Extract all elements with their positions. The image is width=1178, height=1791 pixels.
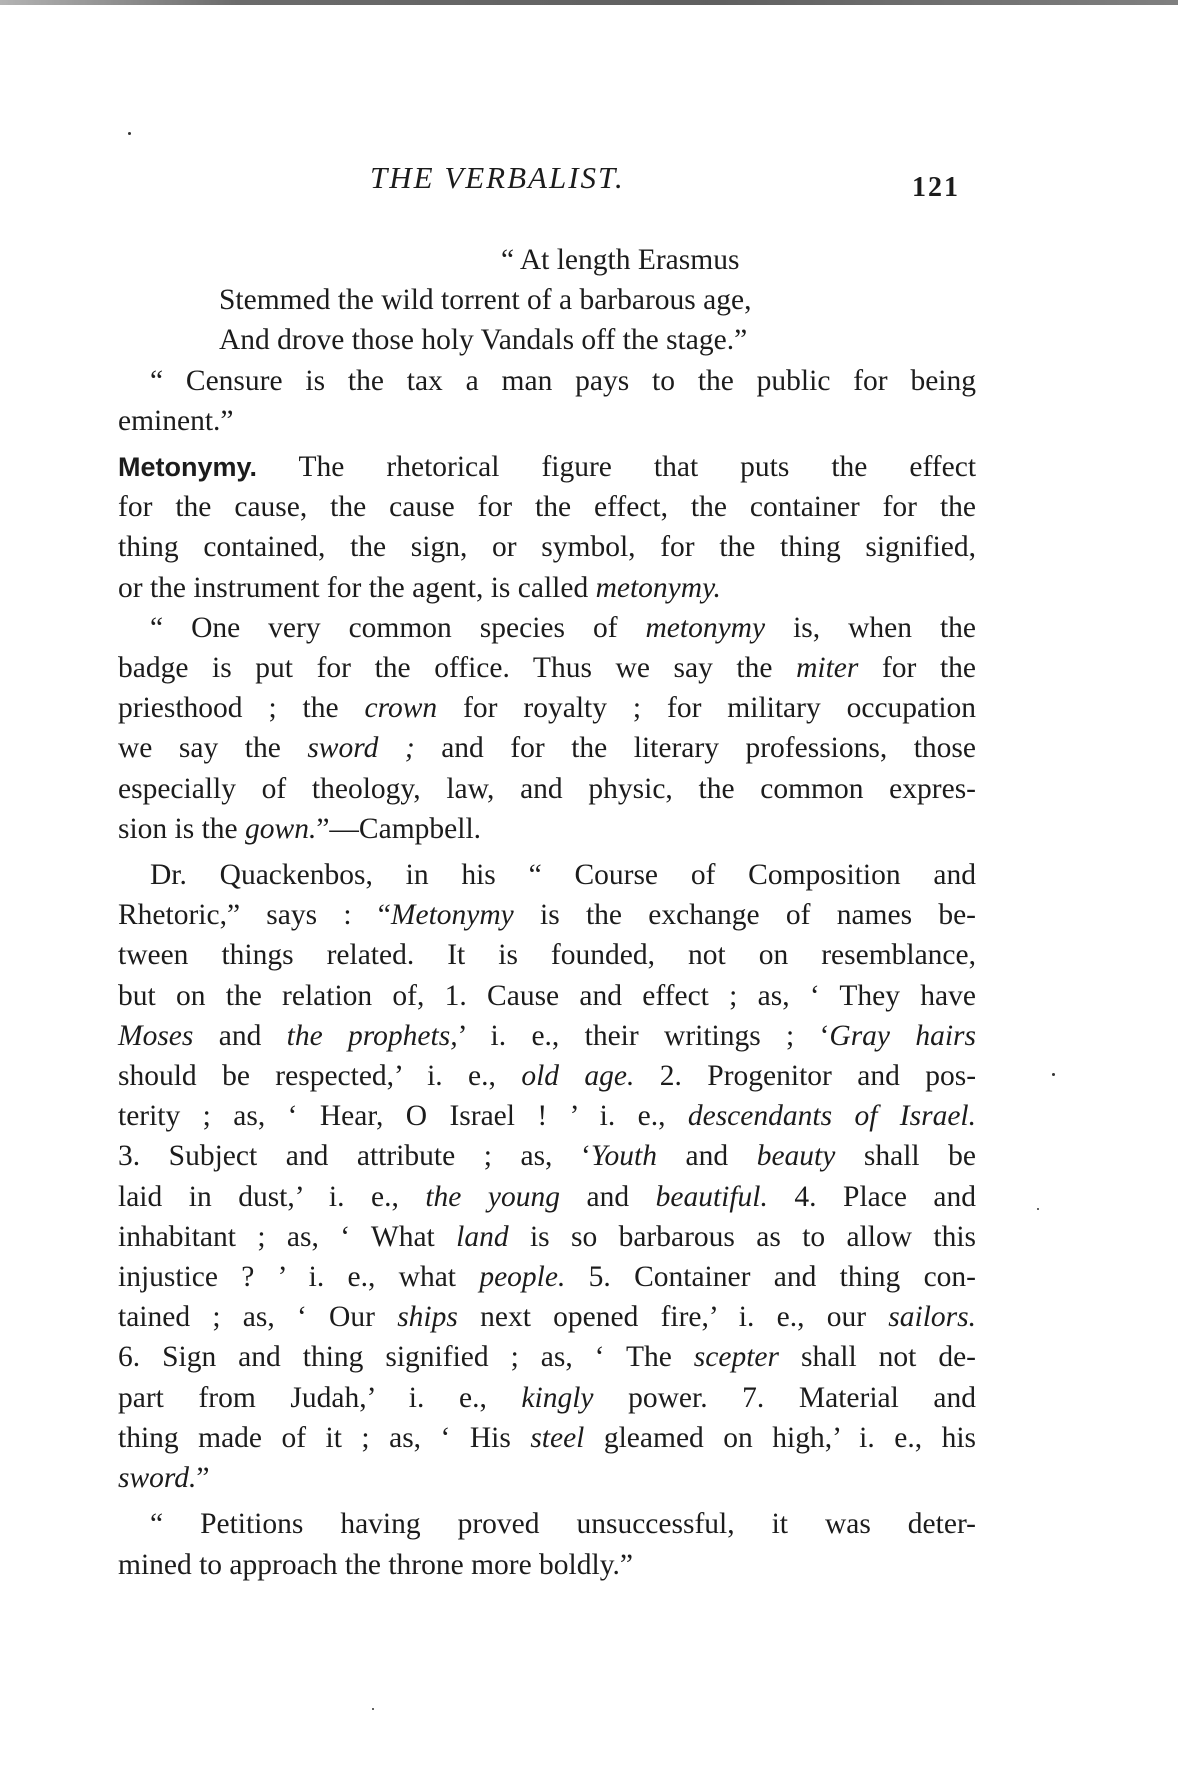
verse-line: And drove those holy Vandals off the stage.” (219, 324, 748, 357)
text-line: eminent.” (118, 404, 234, 437)
text-line: “ Censure is the tax a man pays to the public for being (150, 364, 976, 397)
text-line: “ One very common species of metonymy is, when the (150, 611, 977, 644)
text-line: tween things related. It is founded, not on resemblance, (118, 939, 976, 972)
text-line: Metonymy. The rhetorical figure that puts the effect (118, 451, 977, 484)
text-line: priesthood ; the crown for royalty ; for military occupation (118, 692, 977, 725)
term-heading: Metonymy. (118, 452, 258, 483)
text-line: especially of theology, law, and physic, the common expres- (118, 772, 976, 805)
text-line: tained ; as, ‘ Our ships next opened fire,’ i. e., our sailors. (118, 1301, 976, 1334)
text-line: 6. Sign and thing signified ; as, ‘ The scepter shall not de- (118, 1341, 977, 1374)
text-line: 3. Subject and attribute ; as, ‘Youth and beauty shall be (118, 1140, 977, 1173)
text-line: for the cause, the cause for the effect, the container for the (118, 491, 976, 524)
text-line: “ Petitions having proved unsuccessful, it was deter- (150, 1508, 976, 1541)
paper-speck (128, 132, 131, 135)
running-title: THE VERBALIST. (370, 160, 625, 195)
text-line: thing contained, the sign, or symbol, for the thing signified, (118, 531, 976, 564)
page-top-edge (0, 0, 1178, 5)
verse-line: Stemmed the wild torrent of a barbarous age, (219, 284, 752, 317)
text-line: mined to approach the throne more boldly.” (118, 1548, 633, 1581)
verse-line: “ At length Erasmus (501, 244, 740, 276)
page-number: 121 (912, 172, 960, 203)
text-line: terity ; as, ‘ Hear, O Israel ! ’ i. e., descendants of Israel. (118, 1100, 976, 1133)
text-line: part from Judah,’ i. e., kingly power. 7. Material and (118, 1381, 976, 1414)
text-line: laid in dust,’ i. e., the young and beautiful. 4. Place and (118, 1180, 977, 1213)
text-line: badge is put for the office. Thus we say the miter for the (118, 652, 977, 685)
paper-speck (1052, 1073, 1055, 1076)
text-line: Rhetoric,” says : “Metonymy is the exchange of names be- (118, 899, 976, 932)
text-line: Moses and the prophets,’ i. e., their writings ; ‘Gray hairs (118, 1019, 977, 1052)
text-line: should be respected,’ i. e., old age. 2. Progenitor and pos- (118, 1060, 977, 1093)
text-line: inhabitant ; as, ‘ What land is so barbarous as to allow this (118, 1220, 977, 1253)
text-line: we say the sword ; and for the literary professions, those (118, 732, 977, 765)
text-line: sion is the gown.”—Campbell. (118, 812, 482, 845)
text-line: or the instrument for the agent, is called metonymy. (118, 571, 721, 604)
page-body (118, 240, 976, 1585)
text-line: thing made of it ; as, ‘ His steel gleamed on high,’ i. e., his (118, 1421, 976, 1454)
text-line: Dr. Quackenbos, in his “ Course of Composition and (150, 859, 976, 892)
text-line: but on the relation of, 1. Cause and effect ; as, ‘ They have (118, 979, 976, 1012)
text-line: injustice ? ’ i. e., what people. 5. Container and thing con- (118, 1261, 976, 1294)
paper-speck (372, 1708, 374, 1710)
text-line: sword.” (118, 1462, 210, 1495)
paper-speck (1037, 1208, 1039, 1210)
